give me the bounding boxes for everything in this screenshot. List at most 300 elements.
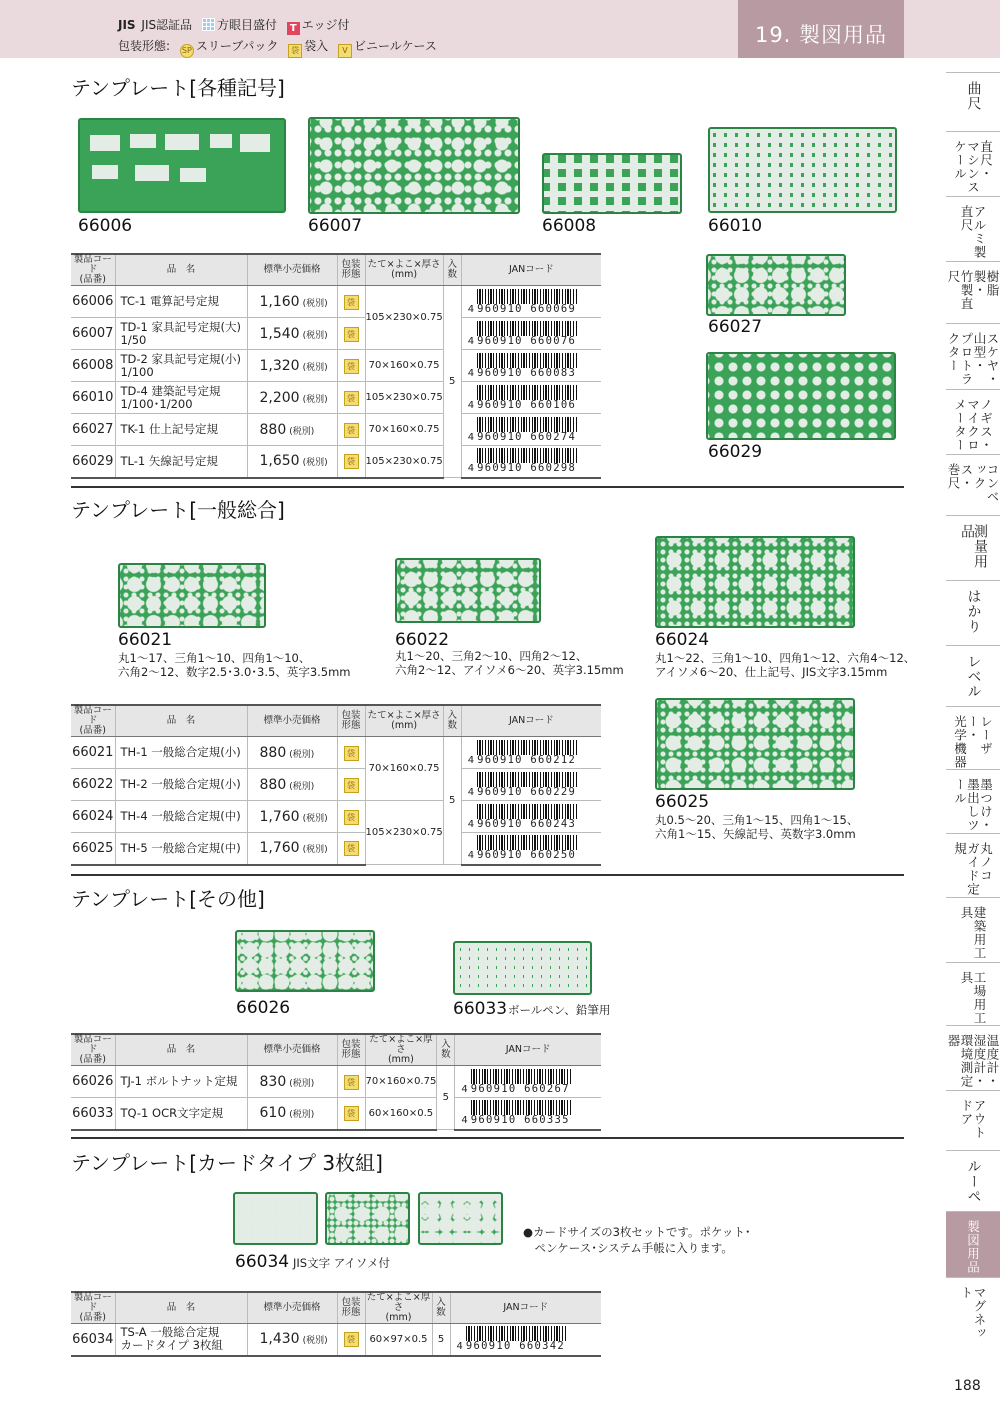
section-title-symbols: テンプレート[各種記号] [71,76,285,100]
barcode [462,740,601,766]
price-value: 880 [259,744,287,761]
th-price: 標準小売価格 [247,1034,337,1066]
jan-number: 960910 660106 [477,398,577,411]
row-jan [461,414,601,446]
row-price [247,350,337,382]
template-image-66006 [78,118,286,213]
th-name: 品 名 [115,254,247,286]
tax-label: (税別) [302,458,328,469]
pack-label: 包装形態: [118,39,171,53]
jis-mark: JIS [118,18,136,32]
category-tab: 19. 製図用品 [738,0,904,58]
row-code: 66006 [71,286,115,318]
table-row [71,1066,601,1098]
price-value: 1,760 [259,808,300,825]
row-jan [461,350,601,382]
sidebar-tab-label: レーザー・ 光学機器 [952,715,994,769]
jan-lead-digit: 4 [467,431,475,443]
th-name: 品 名 [115,1034,247,1066]
image-desc-66022: 丸1～20、三角2～10、四角2～12、 六角2～12、アイソメ6～20、英字3.15mm [395,649,624,677]
table-row [71,1324,601,1356]
sidebar-tab-label: 製図用品 [965,1220,981,1274]
bag-icon: 袋 [288,44,302,58]
sidebar-tab-8[interactable] [946,515,1000,580]
row-name: TH-1 一般総合定規(小) [115,737,247,769]
image-code-66008: 66008 [542,216,597,236]
price-value: 1,760 [259,840,300,857]
row-jan [461,737,601,769]
sidebar-tab-5[interactable] [946,323,1000,389]
tax-label: (税別) [289,426,315,437]
grid-icon [202,18,215,31]
th-size: たて×よこ×厚さ (mm) [366,1292,431,1323]
barcode-bars [466,1326,566,1341]
table-row [71,286,601,318]
template-image-66034-card-1 [233,1192,318,1245]
sleeve-icon: SP [180,44,194,58]
th-qty: 入数 [432,1292,450,1324]
row-code: 66008 [71,350,115,382]
barcode-bars [477,772,577,787]
section-title-card: テンプレート[カードタイプ 3枚組] [71,1151,383,1175]
row-price [247,801,337,833]
jan-lead-digit: 4 [467,463,475,475]
template-image-66022 [395,558,541,623]
row-name: TQ-1 OCR文字定規 [115,1098,247,1130]
template-image-66034-card-2 [325,1192,410,1245]
row-name: TK-1 仕上記号定規 [115,414,247,446]
table-row [71,1098,601,1130]
jan-number: 960910 660243 [477,817,577,830]
row-pack [337,382,365,414]
row-jan [455,1098,601,1130]
jan-lead-digit: 4 [467,850,475,862]
jan-lead-digit: 4 [456,1341,463,1353]
sidebar-tab-15[interactable] [946,962,1000,1025]
sidebar-tab-label: ノギス・ マイクロメーター [952,398,994,452]
image-sub-66034: JIS文字 アイソメ付 [293,1256,390,1270]
tax-label: (税別) [302,362,328,373]
th-price: 標準小売価格 [247,254,337,286]
price-value: 610 [259,1105,287,1122]
barcode-bars [477,385,577,400]
section-divider [71,1137,904,1139]
price-value: 1,650 [259,453,300,470]
template-image-66027 [706,254,846,316]
th-pack: 包装 形態 [337,1292,365,1324]
row-qty: 5 [432,1324,450,1356]
legend-line-1 [118,16,350,35]
th-pack: 包装 形態 [337,705,365,737]
row-pack [337,1324,365,1356]
price-value: 1,430 [259,1331,300,1348]
product-table-symbols [71,253,601,479]
sidebar-tab-16[interactable] [946,1025,1000,1090]
row-name: TC-1 電算記号定規 [115,286,247,318]
table-row [71,737,601,769]
template-image-66025 [655,698,855,790]
template-image-66008 [542,153,682,214]
table-row [71,318,601,350]
row-size: 60×160×0.5 [365,1098,437,1130]
row-jan [461,446,601,478]
sidebar-tab-18[interactable] [946,1150,1000,1211]
row-code: 66022 [71,769,115,801]
row-jan [461,382,601,414]
sidebar-tab-label: レベル [965,654,982,699]
template-image-66033 [453,941,592,995]
row-pack [337,1066,365,1098]
row-price [247,1066,337,1098]
jan-number: 960910 660335 [470,1114,570,1127]
row-pack [337,769,365,801]
row-pack [337,833,365,865]
sidebar-tab-label: アウトドア [959,1099,987,1140]
row-pack [337,414,365,446]
th-code: 製品コード (品番) [71,1034,115,1066]
row-pack [337,737,365,769]
price-value: 2,200 [259,389,300,406]
th-name: 品 名 [115,705,247,737]
barcode [462,353,601,379]
template-image-66034-card-3 [418,1192,503,1245]
th-size: たて×よこ×厚さ (mm) [365,1034,437,1066]
template-image-66010 [708,127,897,213]
bag-pack-icon: 袋 [344,746,359,761]
sidebar-tab-6[interactable] [946,389,1000,454]
barcode-bars [477,321,577,336]
barcode [462,835,601,861]
row-jan [461,833,601,865]
row-size: 70×160×0.75 [365,350,443,382]
row-jan [461,769,601,801]
row-size: 70×160×0.75 [365,414,443,446]
tax-label: (税別) [302,298,328,309]
th-code: 製品コード (品番) [71,1292,115,1324]
th-pack: 包装 形態 [337,1034,365,1066]
image-code-66034: 66034 [235,1252,290,1272]
table-row [71,350,601,382]
row-qty: 5 [437,1066,455,1130]
jan-lead-digit: 4 [467,754,475,766]
image-desc-66025: 丸0.5～20、三角1～15、四角1～15、 六角1～15、矢線記号、英数字3.0mm [655,813,859,841]
barcode [462,321,601,347]
tax-label: (税別) [302,813,328,824]
row-pack [337,1098,365,1130]
row-code: 66026 [71,1066,115,1098]
row-name: TD-2 家具記号定規(小) 1/100 [115,350,247,382]
jan-number: 960910 660076 [477,334,577,347]
jan-lead-digit: 4 [467,367,475,379]
sidebar-tab-label: アルミ製 直尺 [959,205,987,259]
section-title-other: テンプレート[その他] [71,887,265,911]
row-code: 66007 [71,318,115,350]
edge-label: エッジ付 [301,18,350,32]
row-price [247,414,337,446]
row-price [247,318,337,350]
row-pack [337,286,365,318]
row-jan [450,1324,601,1356]
th-qty: 入数 [443,705,461,737]
sidebar-tab-1[interactable] [946,72,1000,131]
tax-label: (税別) [302,1336,328,1347]
bag-pack-icon: 袋 [344,1106,359,1121]
row-pack [337,446,365,478]
barcode-bars [477,740,577,755]
jan-number: 960910 660083 [477,366,577,379]
row-code: 66034 [71,1324,115,1356]
sidebar-tab-19[interactable] [946,1211,1000,1277]
tax-label: (税別) [289,1078,315,1089]
jan-number: 960910 660212 [477,753,577,766]
bag-pack-icon: 袋 [344,391,359,406]
row-jan [461,286,601,318]
row-size: 105×230×0.75 [365,286,443,350]
sidebar-tab-label: 工場用工具 [959,971,987,1025]
product-table-card [71,1291,601,1357]
image-code-66025: 66025 [655,792,710,812]
th-jan: JANコード [450,1292,601,1324]
jan-lead-digit: 4 [461,1083,468,1095]
jan-lead-digit: 4 [461,1115,468,1127]
image-code-66006: 66006 [78,216,133,236]
product-table-general [71,704,601,866]
table-row [71,382,601,414]
price-value: 1,160 [259,293,300,310]
row-price [247,446,337,478]
row-size: 70×160×0.75 [365,1066,437,1098]
jan-number: 960910 660342 [465,1340,565,1353]
bag-pack-icon: 袋 [344,423,359,438]
tax-label: (税別) [302,845,328,856]
barcode [462,448,601,474]
template-image-66026 [235,930,375,992]
sidebar-tab-7[interactable] [946,454,1000,515]
image-code-66026: 66026 [236,998,291,1018]
barcode [462,289,601,315]
table-row [71,769,601,801]
jan-number: 960910 660298 [477,462,577,475]
price-value: 1,320 [259,357,300,374]
row-size: 60×97×0.5 [365,1324,432,1356]
image-desc-66024: 丸1～22、三角1～10、四角1～12、六角4～12、 アイソメ6～20、仕上記号、JIS文字3.15mm [655,651,916,679]
sidebar-tab-label: マグネット [959,1286,987,1340]
row-code: 66024 [71,801,115,833]
sidebar-tab-label: はかり [965,589,982,634]
row-qty: 5 [443,737,461,865]
row-size: 105×230×0.75 [365,801,443,865]
row-price [247,769,337,801]
image-code-66027: 66027 [708,317,763,337]
th-code: 製品コード (品番) [71,705,115,737]
jan-lead-digit: 4 [467,399,475,411]
template-image-66007 [308,117,520,214]
row-pack [337,350,365,382]
sidebar-tab-label: 丸ノコ ガイド定規 [952,842,994,896]
barcode-bars [477,417,577,432]
jan-lead-digit: 4 [467,335,475,347]
row-pack [337,318,365,350]
image-note-66033: ボールペン、鉛筆用 [508,1003,611,1017]
row-price [247,286,337,318]
th-jan: JANコード [461,705,601,737]
bag-pack-icon: 袋 [344,1075,359,1090]
bag-pack-icon: 袋 [344,1332,359,1347]
bag-pack-icon: 袋 [344,359,359,374]
section-divider [71,874,904,876]
template-image-66024 [655,536,855,628]
bag-pack-icon: 袋 [344,295,359,310]
barcode-bars [471,1069,571,1084]
row-price [247,737,337,769]
page-number: 188 [954,1378,981,1394]
jan-lead-digit: 4 [467,303,475,315]
sidebar-tab-label: 曲尺 [965,81,982,111]
row-name: TH-2 一般総合定規(小) [115,769,247,801]
row-jan [461,801,601,833]
th-jan: JANコード [455,1034,601,1066]
row-size: 105×230×0.75 [365,382,443,414]
bag-pack-icon: 袋 [344,454,359,469]
row-name: TH-4 一般総合定規(中) [115,801,247,833]
th-pack: 包装 形態 [337,254,365,286]
row-name: TH-5 一般総合定規(中) [115,833,247,865]
row-price [247,382,337,414]
row-name: TL-1 矢線記号定規 [115,446,247,478]
sidebar-tab-3[interactable] [946,196,1000,261]
jan-lead-digit: 4 [467,786,475,798]
sidebar-tab-label: スケヤ・山型・ プロトラクター [946,332,1000,386]
row-code: 66029 [71,446,115,478]
template-image-66029 [706,352,896,440]
table-row [71,414,601,446]
sidebar-tab-label: 墨つけ・ 墨出しツール [952,778,994,832]
sidebar-tab-13[interactable] [946,833,1000,897]
barcode [462,804,601,830]
th-name: 品 名 [115,1292,247,1324]
row-name: TD-1 家具記号定規(大) 1/50 [115,318,247,350]
tax-label: (税別) [302,394,328,405]
th-code: 製品コード (品番) [71,254,115,286]
image-code-66021: 66021 [118,630,173,650]
barcode [455,1069,601,1095]
row-price [247,833,337,865]
sidebar-tab-4[interactable] [946,261,1000,323]
price-value: 830 [259,1073,287,1090]
sidebar-tab-label: 樹脂製・ 竹製直尺 [946,270,1000,311]
sidebar-tab-9[interactable] [946,580,1000,645]
barcode [455,1100,601,1126]
barcode [462,772,601,798]
tax-label: (税別) [289,781,315,792]
row-code: 66025 [71,833,115,865]
row-pack [337,801,365,833]
row-price [247,1324,337,1356]
sidebar-tab-label: ルーペ [965,1159,982,1204]
barcode [462,385,601,411]
bag-pack-icon: 袋 [344,778,359,793]
image-code-66029: 66029 [708,442,763,462]
template-image-66021 [118,563,266,628]
barcode-bars [477,289,577,304]
bag-pack-icon: 袋 [344,327,359,342]
row-jan [455,1066,601,1098]
barcode-bars [477,353,577,368]
jan-number: 960910 660229 [477,785,577,798]
th-jan: JANコード [461,254,601,286]
sidebar-tab-label: コンベックス・ 巻尺 [946,463,1000,504]
th-qty: 入数 [437,1034,455,1066]
jan-number: 960910 660069 [477,302,577,315]
bag-pack-icon: 袋 [344,810,359,825]
sidebar-tab-label: 温度計・湿度計・ 環境測定器 [946,1034,1000,1088]
vinyl-icon: V [338,44,352,58]
image-code-66033: 66033 [453,999,508,1019]
vinyl-label: ビニールケース [354,39,437,53]
th-size: たて×よこ×厚さ (mm) [365,254,443,286]
edge-icon: T [287,22,300,35]
row-code: 66021 [71,737,115,769]
row-size: 105×230×0.75 [365,446,443,478]
row-name: TS-A 一般総合定規 カードタイプ 3枚組 [115,1324,247,1356]
sidebar-tab-10[interactable] [946,645,1000,706]
barcode-bars [477,448,577,463]
jan-number: 960910 660250 [477,849,577,862]
barcode-bars [477,804,577,819]
sidebar-tab-20[interactable] [946,1277,1000,1342]
bag-label: 袋入 [304,39,329,53]
row-name: TJ-1 ボルトナット定規 [115,1066,247,1098]
table-row [71,446,601,478]
th-size: たて×よこ×厚さ (mm) [365,705,443,737]
legend-line-2 [118,37,437,58]
th-price: 標準小売価格 [247,705,337,737]
price-value: 880 [259,421,287,438]
tax-label: (税別) [302,330,328,341]
barcode-bars [477,835,577,850]
row-size: 70×160×0.75 [365,737,443,801]
jan-number: 960910 660267 [470,1082,570,1095]
grid-label: 方眼目盛付 [216,18,277,32]
row-code: 66010 [71,382,115,414]
sidebar-tab-14[interactable] [946,897,1000,962]
row-code: 66027 [71,414,115,446]
sidebar-tab-17[interactable] [946,1090,1000,1150]
sidebar-tab-11[interactable] [946,706,1000,769]
sidebar-tab-label: 測量用品 [959,524,988,569]
image-code-66007: 66007 [308,216,363,236]
image-code-66010: 66010 [708,216,763,236]
price-value: 1,540 [259,325,300,342]
row-qty: 5 [443,286,461,478]
product-table-other [71,1033,601,1131]
th-price: 標準小売価格 [247,1292,337,1324]
sidebar-tab-2[interactable] [946,131,1000,196]
th-qty: 入数 [443,254,461,286]
image-code-66022: 66022 [395,630,450,650]
table-row [71,833,601,865]
section-divider [71,486,904,488]
tax-label: (税別) [289,1110,315,1121]
section-title-general: テンプレート[一般総合] [71,498,285,522]
image-code-66024: 66024 [655,630,710,650]
sidebar-tab-label: 建築用工具 [959,906,987,960]
jis-label: JIS認証品 [141,18,193,32]
row-name: TD-4 建築記号定規 1/100･1/200 [115,382,247,414]
row-price [247,1098,337,1130]
sidebar-tab-12[interactable] [946,769,1000,833]
sidebar-tab-label: 直尺・ マシンスケール [952,140,994,194]
